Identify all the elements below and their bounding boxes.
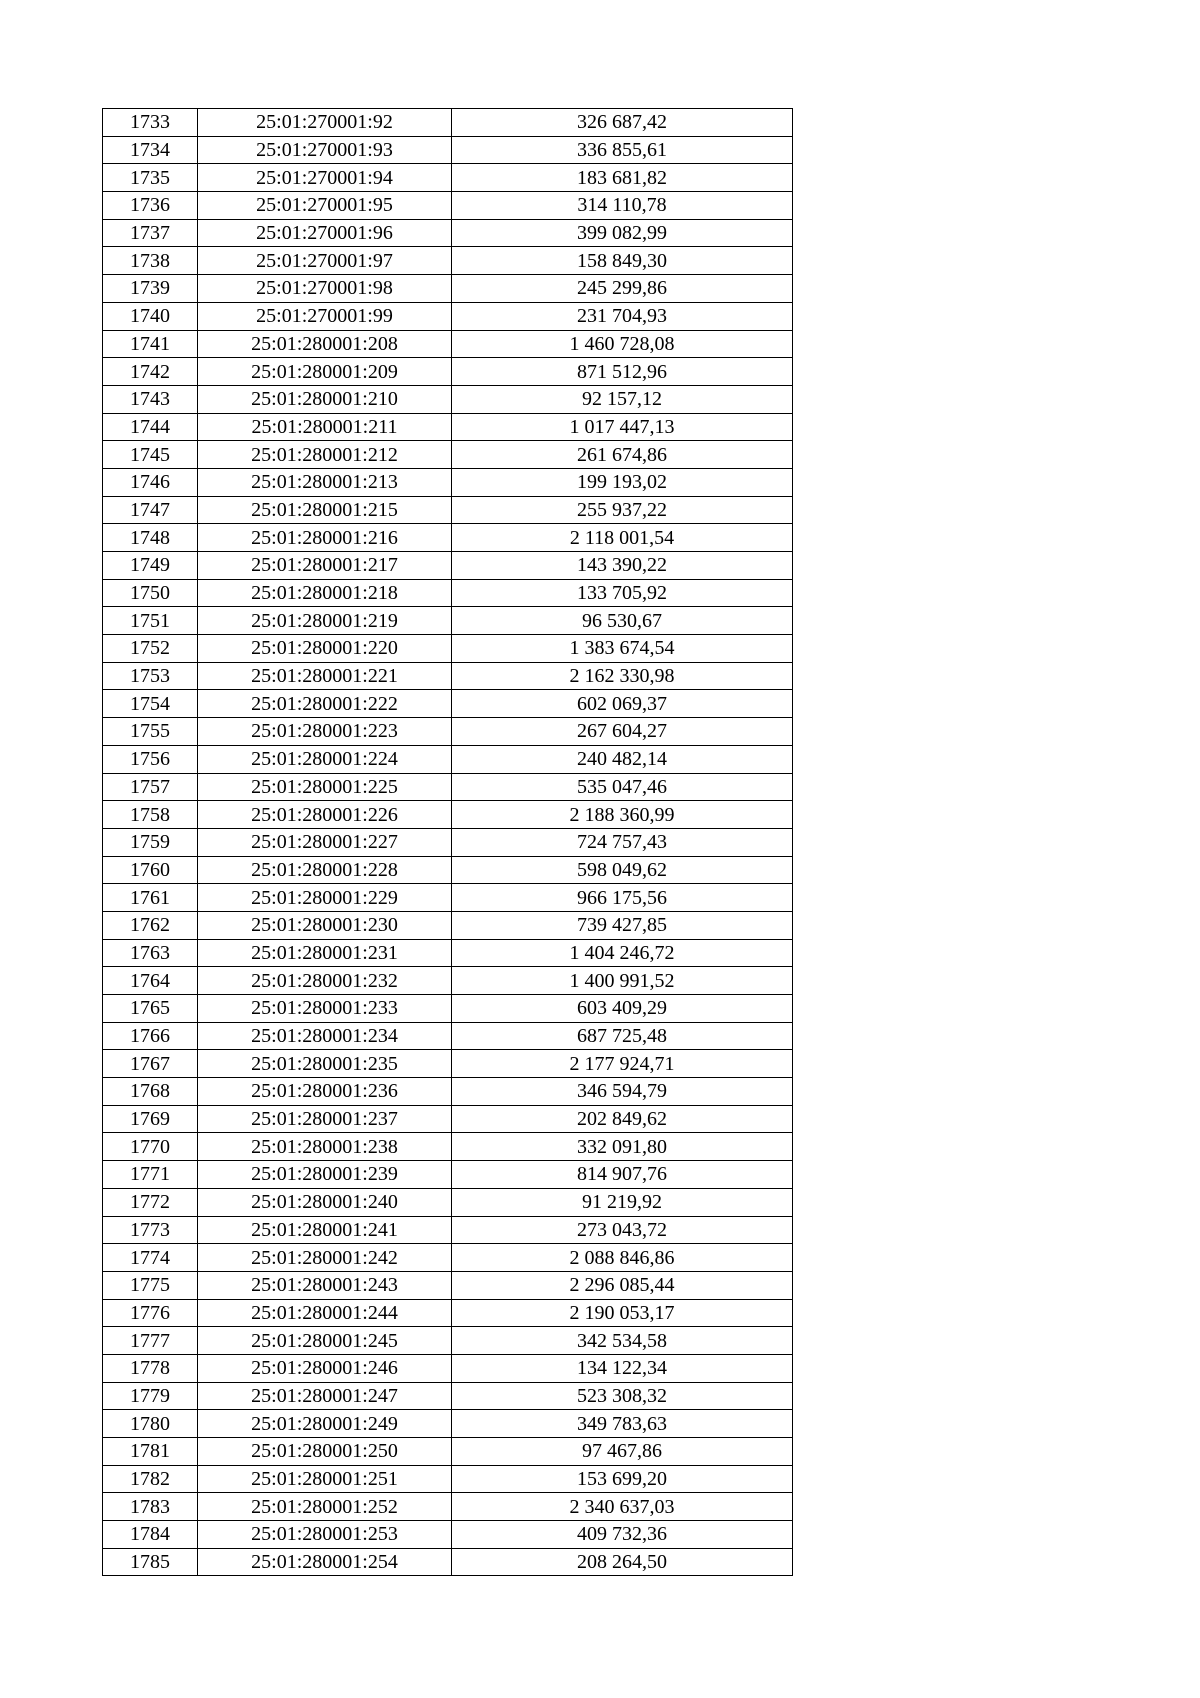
row-number-cell: 1749 [103,552,198,580]
row-number-cell: 1778 [103,1354,198,1382]
cadastral-number-cell: 25:01:280001:223 [198,718,452,746]
cadastral-number-cell: 25:01:270001:95 [198,192,452,220]
row-number-cell: 1766 [103,1022,198,1050]
value-cell: 261 674,86 [452,441,793,469]
cadastral-number-cell: 25:01:270001:97 [198,247,452,275]
value-cell: 1 383 674,54 [452,635,793,663]
table-row [103,1465,793,1493]
row-number-cell: 1739 [103,275,198,303]
cadastral-number-cell: 25:01:280001:216 [198,524,452,552]
value-cell: 2 340 637,03 [452,1493,793,1521]
table-row [103,1548,793,1576]
cadastral-number-cell: 25:01:280001:222 [198,690,452,718]
row-number-cell: 1773 [103,1216,198,1244]
table-row [103,192,793,220]
row-number-cell: 1781 [103,1438,198,1466]
table-row [103,773,793,801]
table-row [103,330,793,358]
cadastral-number-cell: 25:01:280001:218 [198,579,452,607]
row-number-cell: 1785 [103,1548,198,1576]
row-number-cell: 1755 [103,718,198,746]
value-cell: 199 193,02 [452,468,793,496]
cadastral-number-cell: 25:01:280001:217 [198,552,452,580]
row-number-cell: 1745 [103,441,198,469]
cadastral-number-cell: 25:01:280001:234 [198,1022,452,1050]
row-number-cell: 1752 [103,635,198,663]
table-row [103,828,793,856]
row-number-cell: 1784 [103,1521,198,1549]
row-number-cell: 1783 [103,1493,198,1521]
table-row [103,579,793,607]
table-row [103,967,793,995]
value-cell: 814 907,76 [452,1161,793,1189]
table-row [103,1188,793,1216]
value-cell: 267 604,27 [452,718,793,746]
table-row [103,1382,793,1410]
cadastral-number-cell: 25:01:280001:236 [198,1078,452,1106]
cadastral-number-cell: 25:01:280001:253 [198,1521,452,1549]
value-cell: 342 534,58 [452,1327,793,1355]
cadastral-number-cell: 25:01:280001:224 [198,745,452,773]
row-number-cell: 1776 [103,1299,198,1327]
value-cell: 134 122,34 [452,1354,793,1382]
row-number-cell: 1743 [103,385,198,413]
value-cell: 349 783,63 [452,1410,793,1438]
value-cell: 245 299,86 [452,275,793,303]
value-cell: 1 017 447,13 [452,413,793,441]
value-cell: 158 849,30 [452,247,793,275]
cadastral-number-cell: 25:01:280001:229 [198,884,452,912]
row-number-cell: 1760 [103,856,198,884]
table-row [103,662,793,690]
cadastral-number-cell: 25:01:280001:243 [198,1271,452,1299]
table-body [103,109,793,1576]
cadastral-number-cell: 25:01:280001:242 [198,1244,452,1272]
table-row [103,1216,793,1244]
value-cell: 240 482,14 [452,745,793,773]
value-cell: 1 400 991,52 [452,967,793,995]
table-row [103,358,793,386]
cadastral-number-cell: 25:01:280001:230 [198,911,452,939]
table-row [103,468,793,496]
table-row [103,1299,793,1327]
cadastral-number-cell: 25:01:280001:213 [198,468,452,496]
value-cell: 346 594,79 [452,1078,793,1106]
cadastral-number-cell: 25:01:270001:99 [198,302,452,330]
value-cell: 2 088 846,86 [452,1244,793,1272]
row-number-cell: 1765 [103,995,198,1023]
cadastral-number-cell: 25:01:280001:221 [198,662,452,690]
value-cell: 966 175,56 [452,884,793,912]
row-number-cell: 1738 [103,247,198,275]
table-row [103,1354,793,1382]
table-row [103,995,793,1023]
value-cell: 183 681,82 [452,164,793,192]
row-number-cell: 1737 [103,219,198,247]
table-row [103,1105,793,1133]
value-cell: 273 043,72 [452,1216,793,1244]
value-cell: 97 467,86 [452,1438,793,1466]
cadastral-number-cell: 25:01:270001:94 [198,164,452,192]
cadastral-number-cell: 25:01:280001:232 [198,967,452,995]
row-number-cell: 1734 [103,136,198,164]
cadastral-number-cell: 25:01:280001:244 [198,1299,452,1327]
row-number-cell: 1772 [103,1188,198,1216]
cadastral-number-cell: 25:01:280001:237 [198,1105,452,1133]
row-number-cell: 1754 [103,690,198,718]
table-row [103,939,793,967]
row-number-cell: 1767 [103,1050,198,1078]
cadastral-number-cell: 25:01:280001:220 [198,635,452,663]
cadastral-number-cell: 25:01:280001:250 [198,1438,452,1466]
cadastral-number-cell: 25:01:280001:228 [198,856,452,884]
table-row [103,1078,793,1106]
row-number-cell: 1759 [103,828,198,856]
cadastral-number-cell: 25:01:280001:225 [198,773,452,801]
value-cell: 91 219,92 [452,1188,793,1216]
table-row [103,745,793,773]
cadastral-number-cell: 25:01:280001:247 [198,1382,452,1410]
value-cell: 598 049,62 [452,856,793,884]
value-cell: 535 047,46 [452,773,793,801]
value-cell: 2 188 360,99 [452,801,793,829]
table-row [103,1161,793,1189]
row-number-cell: 1753 [103,662,198,690]
cadastral-number-cell: 25:01:280001:240 [198,1188,452,1216]
table-row [103,911,793,939]
row-number-cell: 1764 [103,967,198,995]
row-number-cell: 1774 [103,1244,198,1272]
cadastral-number-cell: 25:01:280001:215 [198,496,452,524]
row-number-cell: 1735 [103,164,198,192]
row-number-cell: 1736 [103,192,198,220]
table-row [103,109,793,137]
row-number-cell: 1761 [103,884,198,912]
row-number-cell: 1769 [103,1105,198,1133]
cadastral-number-cell: 25:01:280001:254 [198,1548,452,1576]
table-row [103,1521,793,1549]
cadastral-number-cell: 25:01:280001:238 [198,1133,452,1161]
row-number-cell: 1777 [103,1327,198,1355]
table-row [103,801,793,829]
value-cell: 399 082,99 [452,219,793,247]
value-cell: 603 409,29 [452,995,793,1023]
row-number-cell: 1775 [103,1271,198,1299]
cadastral-number-cell: 25:01:280001:211 [198,413,452,441]
table-row [103,1438,793,1466]
value-cell: 2 296 085,44 [452,1271,793,1299]
cadastral-number-cell: 25:01:270001:98 [198,275,452,303]
table-row [103,1493,793,1521]
value-cell: 96 530,67 [452,607,793,635]
value-cell: 409 732,36 [452,1521,793,1549]
cadastral-value-table [102,108,793,1576]
value-cell: 133 705,92 [452,579,793,607]
row-number-cell: 1744 [103,413,198,441]
row-number-cell: 1756 [103,745,198,773]
table-row [103,690,793,718]
table-row [103,1133,793,1161]
table-row [103,441,793,469]
table-row [103,219,793,247]
value-cell: 332 091,80 [452,1133,793,1161]
cadastral-number-cell: 25:01:270001:93 [198,136,452,164]
cadastral-number-cell: 25:01:280001:212 [198,441,452,469]
cadastral-number-cell: 25:01:280001:210 [198,385,452,413]
table-row [103,635,793,663]
cadastral-number-cell: 25:01:280001:245 [198,1327,452,1355]
row-number-cell: 1740 [103,302,198,330]
cadastral-number-cell: 25:01:270001:92 [198,109,452,137]
value-cell: 314 110,78 [452,192,793,220]
row-number-cell: 1757 [103,773,198,801]
table-row [103,302,793,330]
value-cell: 92 157,12 [452,385,793,413]
value-cell: 208 264,50 [452,1548,793,1576]
row-number-cell: 1779 [103,1382,198,1410]
table-row [103,607,793,635]
value-cell: 2 177 924,71 [452,1050,793,1078]
table-row [103,385,793,413]
row-number-cell: 1758 [103,801,198,829]
cadastral-number-cell: 25:01:280001:208 [198,330,452,358]
cadastral-number-cell: 25:01:280001:252 [198,1493,452,1521]
row-number-cell: 1733 [103,109,198,137]
value-cell: 143 390,22 [452,552,793,580]
row-number-cell: 1762 [103,911,198,939]
row-number-cell: 1748 [103,524,198,552]
cadastral-number-cell: 25:01:280001:209 [198,358,452,386]
table-row [103,1271,793,1299]
value-cell: 871 512,96 [452,358,793,386]
table-row [103,413,793,441]
cadastral-number-cell: 25:01:280001:235 [198,1050,452,1078]
row-number-cell: 1782 [103,1465,198,1493]
table-row [103,1244,793,1272]
value-cell: 326 687,42 [452,109,793,137]
cadastral-number-cell: 25:01:280001:227 [198,828,452,856]
value-cell: 2 162 330,98 [452,662,793,690]
row-number-cell: 1768 [103,1078,198,1106]
value-cell: 231 704,93 [452,302,793,330]
row-number-cell: 1771 [103,1161,198,1189]
value-cell: 202 849,62 [452,1105,793,1133]
value-cell: 336 855,61 [452,136,793,164]
value-cell: 523 308,32 [452,1382,793,1410]
table-row [103,247,793,275]
cadastral-number-cell: 25:01:280001:249 [198,1410,452,1438]
cadastral-number-cell: 25:01:280001:251 [198,1465,452,1493]
cadastral-number-cell: 25:01:280001:233 [198,995,452,1023]
table-row [103,275,793,303]
value-cell: 724 757,43 [452,828,793,856]
value-cell: 255 937,22 [452,496,793,524]
cadastral-number-cell: 25:01:280001:241 [198,1216,452,1244]
row-number-cell: 1747 [103,496,198,524]
table-row [103,1410,793,1438]
table-row [103,1050,793,1078]
row-number-cell: 1763 [103,939,198,967]
cadastral-number-cell: 25:01:280001:246 [198,1354,452,1382]
table-row [103,1022,793,1050]
cadastral-number-cell: 25:01:280001:231 [198,939,452,967]
row-number-cell: 1751 [103,607,198,635]
table-row [103,856,793,884]
value-cell: 1 460 728,08 [452,330,793,358]
cadastral-number-cell: 25:01:280001:219 [198,607,452,635]
value-cell: 153 699,20 [452,1465,793,1493]
table-row [103,552,793,580]
value-cell: 1 404 246,72 [452,939,793,967]
value-cell: 2 190 053,17 [452,1299,793,1327]
cadastral-number-cell: 25:01:280001:239 [198,1161,452,1189]
table-row [103,718,793,746]
value-cell: 602 069,37 [452,690,793,718]
table-row [103,496,793,524]
row-number-cell: 1770 [103,1133,198,1161]
value-cell: 739 427,85 [452,911,793,939]
table-row [103,524,793,552]
table-row [103,136,793,164]
row-number-cell: 1746 [103,468,198,496]
value-cell: 687 725,48 [452,1022,793,1050]
row-number-cell: 1750 [103,579,198,607]
row-number-cell: 1780 [103,1410,198,1438]
row-number-cell: 1741 [103,330,198,358]
cadastral-number-cell: 25:01:270001:96 [198,219,452,247]
row-number-cell: 1742 [103,358,198,386]
table-row [103,884,793,912]
cadastral-number-cell: 25:01:280001:226 [198,801,452,829]
table-row [103,164,793,192]
table-row [103,1327,793,1355]
value-cell: 2 118 001,54 [452,524,793,552]
